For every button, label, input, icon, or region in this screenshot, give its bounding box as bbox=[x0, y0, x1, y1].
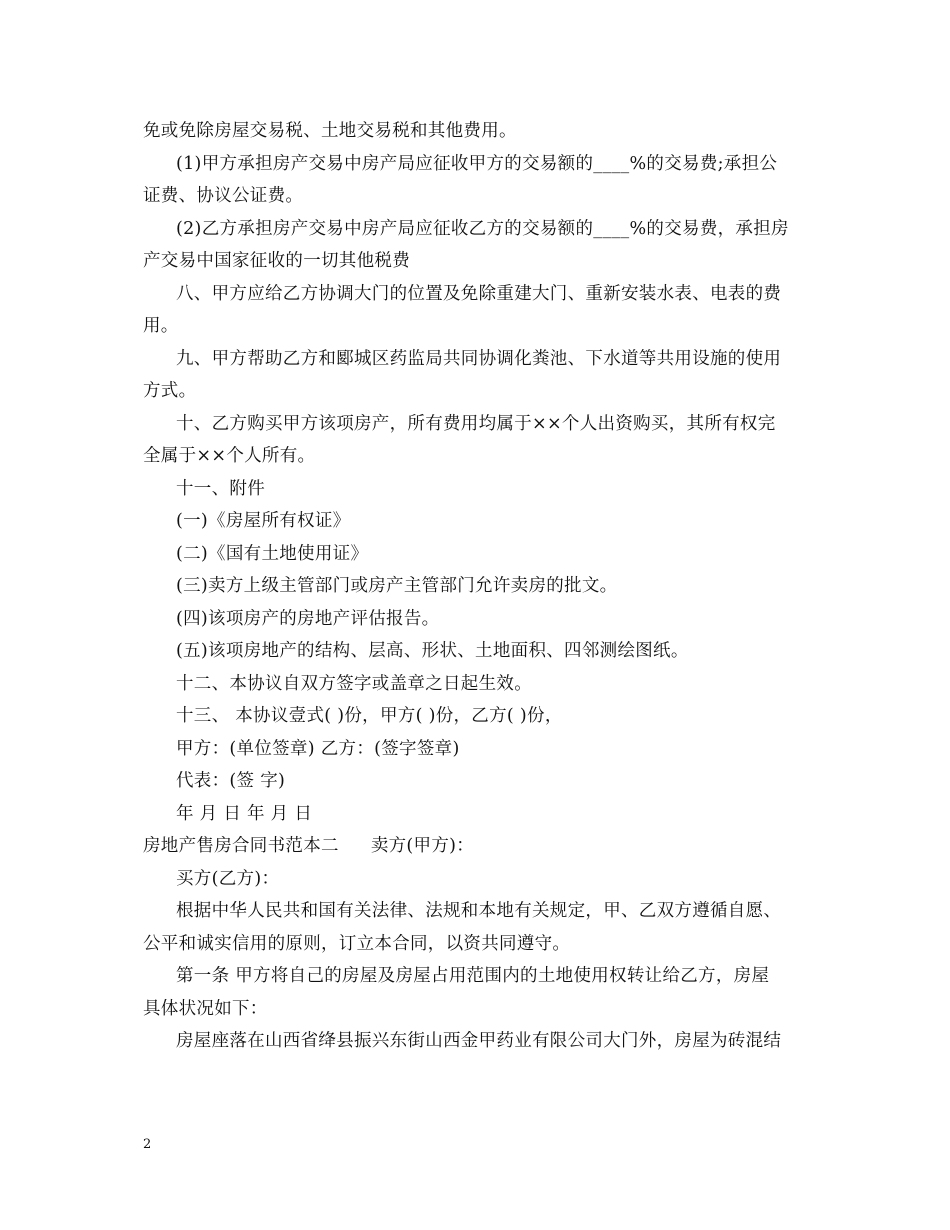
text-line: 公平和诚实信用的原则，订立本合同，以资共同遵守。 bbox=[143, 933, 571, 954]
text-line: 九、甲方帮助乙方和郾城区药监局共同协调化粪池、下水道等共用设施的使用 bbox=[176, 348, 782, 369]
text-line: 十二、本协议自双方签字或盖章之日起生效。 bbox=[176, 673, 532, 694]
text-line: (2)乙方承担房产交易中房产局应征收乙方的交易额的____%的交易费，承担房 bbox=[176, 218, 789, 239]
contract-title-line bbox=[143, 830, 813, 863]
section-heading: 十一、附件 bbox=[176, 478, 265, 499]
seller-label: 卖方(甲方)： bbox=[370, 836, 475, 856]
attachment-item: (三)卖方上级主管部门或房产主管部门允许卖房的批文。 bbox=[176, 576, 618, 596]
contract-title: 房地产售房合同书范本二 bbox=[143, 836, 339, 856]
buyer-label: 买方(乙方)： bbox=[176, 868, 280, 889]
date-line: 年 月 日 年 月 日 bbox=[176, 803, 313, 824]
text-line: 免或免除房屋交易税、土地交易税和其他费用。 bbox=[143, 121, 517, 141]
text-line: 第一条 甲方将自己的房屋及房屋占用范围内的土地使用权转让给乙方，房屋 bbox=[176, 966, 770, 986]
signature-line: 甲方：(单位签章) 乙方：(签字签章) bbox=[176, 738, 460, 759]
text-line: (1)甲方承担房产交易中房产局应征收甲方的交易额的____%的交易费;承担公 bbox=[176, 153, 778, 174]
document-body bbox=[143, 115, 813, 1058]
text-line: 用。 bbox=[143, 316, 179, 336]
text-line: 证费、协议公证费。 bbox=[143, 186, 304, 206]
text-line: 房屋座落在山西省绛县振兴东街山西金甲药业有限公司大门外，房屋为砖混结 bbox=[176, 1031, 782, 1051]
text-line: 具体状况如下： bbox=[143, 998, 268, 1019]
text-line: 根据中华人民共和国有关法律、法规和本地有关规定，甲、乙双方遵循自愿、 bbox=[176, 901, 782, 921]
text-line: 全属于××个人所有。 bbox=[143, 446, 316, 466]
representative-line: 代表：(签 字) bbox=[176, 771, 286, 791]
attachment-item: (五)该项房地产的结构、层高、形状、土地面积、四邻测绘图纸。 bbox=[176, 641, 689, 661]
text-line: 产交易中国家征收的一切其他税费 bbox=[143, 251, 410, 271]
attachment-item: (二)《国有土地使用证》 bbox=[176, 543, 369, 564]
page-number: 2 bbox=[143, 1137, 152, 1152]
text-line: 十三、 本协议壹式( )份，甲方( )份，乙方( )份， bbox=[176, 706, 563, 726]
text-line: 十、乙方购买甲方该项房产，所有费用均属于××个人出资购买，其所有权完 bbox=[176, 413, 776, 434]
text-line: 八、甲方应给乙方协调大门的位置及免除重建大门、重新安装水表、电表的费 bbox=[176, 283, 782, 304]
attachment-item: (四)该项房产的房地产评估报告。 bbox=[176, 608, 440, 629]
text-line: 方式。 bbox=[143, 381, 197, 401]
attachment-item: (一)《房屋所有权证》 bbox=[176, 511, 351, 531]
